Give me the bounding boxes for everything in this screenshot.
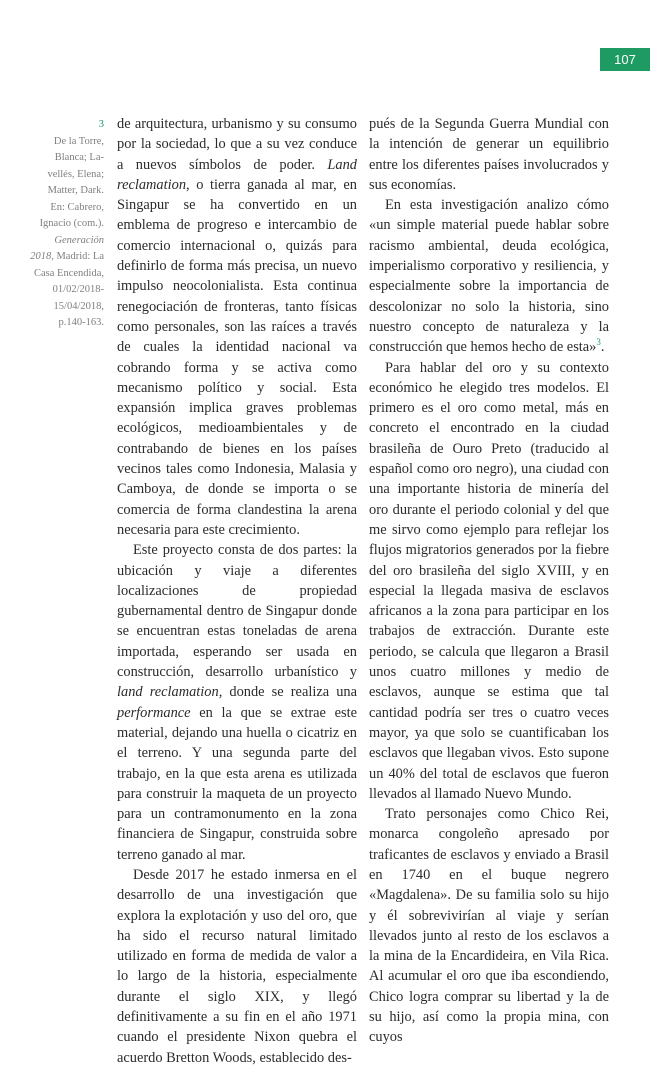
footnote-line: 15/04/2018, <box>53 300 104 312</box>
paragraph: Para hablar del oro y su contexto económico he elegido tres modelos. El primero es el oro como metal, más en concreto el encontrado en la ciudad brasileña de Ouro Preto (traducido al español como oro negro), una ciudad con una importante historia de minería del oro durante el periodo colonial y del que me sirvo como ejemplo para reflejar los flujos migratorios generados por la fiebre del oro brasileña del siglo XVIII, y en especial la llegada masiva de esclavos africanos a la zona para participar en los trabajos de extracción. Durante este periodo, se calcula que llegaron a Brasil unos cuatro millones y medio de esclavos, aunque se estima que tal cantidad podría ser tres o cuatro veces mayor, ya que solo se cuantificaban los esclavos que llegaban vivos. Esto supone un 40% del total de esclavos que fueron llevados al llamado Nuevo Mundo. <box>369 359 609 802</box>
footnote-number: 3 <box>98 119 104 130</box>
paragraph: Trato personajes como Chico Rei, monarca congoleño apresado por traficantes de esclavos y enviado a Brasil en 1740 en el buque negrero «Magdalena». De su familia solo su hijo y él sobrevivirían al viaje y serían llevados junto al resto de los esclavos a la mina de la Encardideira, en Vila Rica. Al acumular el oro que iba escondiendo, Chico logra comprar su libertad y la de su hijo, así como la propia mina, con cuyos <box>369 806 609 1046</box>
text-run: en la que se extrae este material, dejando una huella o cicatriz en el terreno. Y una segunda parte del trabajo, en la que esta arena es utilizada para construir la maqueta de un proyecto para un contramonumento en la zona financiera de Singapur, construida sobre terreno ganado al mar. <box>117 704 357 863</box>
footnote-line <box>26 249 104 266</box>
footnote-title: Generación <box>54 234 104 246</box>
footnote-title-year: 2018 <box>30 251 52 262</box>
italic-term: Land reclamation <box>117 156 357 193</box>
text-run: En esta investigación analizo cómo «un simple material puede hablar sobre racismo ambiental, deuda ecológica, imperialismo corporativo y resiliencia, y especialmente sobre la importancia de descolonizar no solo la historia, sino nuestro concepto de naturaleza y la construcción que hemos hecho de esta» <box>369 197 609 356</box>
italic-term: land reclamation <box>117 684 219 701</box>
paragraph: Desde 2017 he estado inmersa en el desarrollo de una investigación que explora la explotación y uso del oro, que ha sido el recurso natural limitado utilizado en forma de medida de valor a lo largo de la historia, especialmente durante el siglo XIX, y llegó definitivamente a su fin en el año 1971 cuando el presidente Nixon quebra el acuerdo Bretton Woods, establecido des- <box>117 866 357 1066</box>
footnote-title-line <box>26 233 104 250</box>
footnote-line: Matter, Dark. <box>47 185 104 196</box>
footnote-line: vellés, Elena; <box>47 168 104 180</box>
body-column-left <box>117 114 357 1068</box>
paragraph <box>117 540 357 865</box>
footnote-line: En: Cabrero, <box>50 201 104 213</box>
paragraph <box>117 114 357 540</box>
footnote-line: Ignacio (com.). <box>39 218 104 229</box>
page-number: 107 <box>600 48 650 71</box>
text-run: . <box>600 339 605 356</box>
body-column-right <box>369 114 609 1048</box>
footnote-line: Blanca; La- <box>54 152 104 163</box>
text-run: , o tierra ganada al mar, en Singapur se ha convertido en un emblema de progreso e intercambio de comercio internacional o, quizás para definirlo de forma más precisa, un nuevo impulso neocolonialista. Esta continua renegociación de fronteras, tanto físicas como personales, son las raíces a través de cuales la identidad nacional va cobrando forma y se activa como mecanismo político y social. Esta expansión implica graves problemas ecológicos, medioambientales y de contrabando de bienes en los países vecinos tales como Indonesia, Malasia y Camboya, de donde se importa o se comercia de forma clandestina la arena necesaria para este crecimiento. <box>117 176 357 538</box>
footnote-line: Casa Encendida, <box>34 267 104 279</box>
text-run: de arquitectura, urbanismo y su consumo por la sociedad, lo que a su vez conduce a nuevos símbolos de poder. <box>117 116 357 173</box>
footnote-line: De la Torre, <box>53 135 104 147</box>
footnote-reference[interactable]: 3 <box>596 337 601 348</box>
paragraph <box>369 195 609 357</box>
text-run: Este proyecto consta de dos partes: la ubicación y viaje a diferentes localizaciones de propiedad gubernamental dentro de Singapur donde se encuentran estas toneladas de arena importada, esperando ser usada en construcción, desarrollo urbanístico y <box>117 542 357 681</box>
footnote-sidenote <box>26 117 104 332</box>
text-run: , donde se realiza una <box>218 684 357 701</box>
paragraph: pués de la Segunda Guerra Mundial con la intención de generar un equilibrio entre los diferentes países involucrados y sus economías. <box>369 116 609 193</box>
footnote-line: 01/02/2018- <box>52 284 104 295</box>
footnote-publisher: , Madrid: La <box>51 251 104 262</box>
italic-term: performance <box>117 704 191 721</box>
footnote-line: p.140-163. <box>58 317 104 328</box>
